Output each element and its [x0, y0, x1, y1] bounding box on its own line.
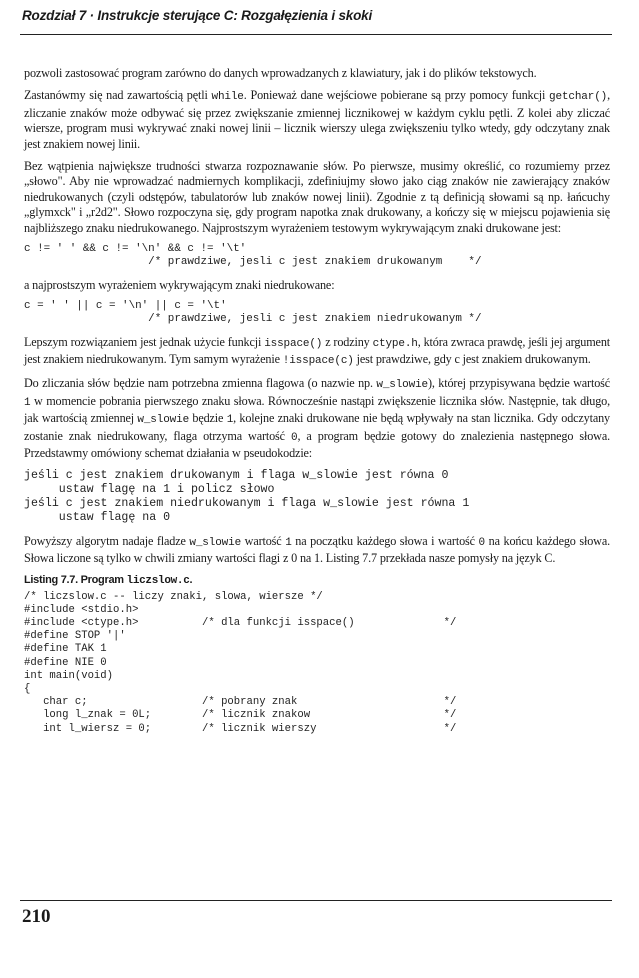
pseudocode-block: jeśli c jest znakiem drukowanym i flaga w_slowie jest równa 0 ustaw flagę na 1 i policz słowo jeśli c jest znakiem niedrukowanym i flaga w_slowie jest równa 1 ustaw flagę na 0 — [24, 468, 470, 525]
text-run: wartość — [241, 533, 286, 548]
paragraph-2 — [24, 88, 610, 152]
text-run: ), której przypisywana będzie wartość — [427, 376, 610, 391]
code-printable-test: c != ' ' && c != '\n' && c != '\t' /* prawdziwe, jesli c jest znakiem drukowanym */ — [24, 243, 482, 269]
text-run: . Ponieważ dane wejściowe pobierane są przy pomocy funkcji — [243, 88, 550, 103]
code-listing: /* liczslow.c -- liczy znaki, slowa, wiersze */ #include <stdio.h> #include <ctype.h> /* dla funkcji isspace() */ #define STOP '|' #define TAK 1 #define NIE 0 int main(void) { char c; /* pobrany znak */ long l_znak = 0L; /* licznik znakow */ int l_wiersz = 0; /* licznik wierszy */ — [24, 590, 457, 735]
text-run: na początku każdego słowa i wartość — [291, 533, 479, 548]
footer-rule — [20, 900, 612, 901]
inline-code: w_slowie — [137, 414, 190, 427]
text-run: Zastanówmy się nad zawartością pętli — [24, 88, 212, 103]
listing-caption-suffix: . — [189, 573, 193, 586]
inline-code: 1 — [285, 536, 292, 549]
text-run: będzie — [189, 411, 227, 426]
text-run: jest prawdziwe, gdy c jest znakiem drukowanym. — [353, 352, 591, 367]
inline-code: getchar() — [549, 91, 608, 104]
code-nonprintable-test: c = ' ' || c = '\n' || c = '\t' /* prawdziwe, jesli c jest znakiem niedrukowanym */ — [24, 300, 482, 326]
listing-filename: liczslow.c — [126, 574, 190, 587]
inline-code: ctype.h — [372, 337, 418, 350]
inline-code: 0 — [290, 431, 298, 444]
paragraph-6 — [24, 376, 610, 461]
page-body — [24, 66, 610, 744]
inline-code: !isspace(c) — [282, 355, 354, 368]
paragraph-3: Bez wątpienia największe trudności stwarza rozpoznawanie słów. Po pierwsze, musimy określić, co rozumiemy przez „słowo". Aby nie wprowadzać nadmiernych komplikacji, zdefiniujmy słowo jako ciąg znaków nie zawierający znaków niedrukowanych (czyli odstępów, tabulatorów lub znaków nowej linii). Zgodnie z tą definicją słowami są np. łańcuchy „glymxck" i „r2d2". Słowo rozpoczyna się, gdy program napotka znak drukowany, a kończy się w miejscu pojawienia się najbliższego znaku niedrukowanego. Najprostszym wyrażeniem testowym wykrywającym znaki drukowane jest: — [24, 159, 610, 235]
inline-code: while — [211, 91, 244, 104]
text-run: na końcu każdego słowa. Słowa liczone są tylko w chwili zmiany wartości flagi z 0 na 1. Listing 7.7 przekłada nasze pomysły na język C. — [24, 533, 610, 566]
inline-code: w_slowie — [189, 536, 242, 549]
inline-code: w_slowie — [376, 379, 428, 392]
listing-caption — [24, 574, 610, 587]
inline-code: isspace() — [264, 337, 323, 350]
text-run: Powyższy algorytm nadaje fladze — [24, 533, 190, 548]
text-run: , zliczanie znaków może odbywać się przez zwiększanie zmiennej licznikowej w każdym cyklu pętli. Z kolei aby zliczać wiersze, program musi wykrywać znaki nowej linii – licznik wierszy ulega zwiększeniu tylko wtedy, gdy odczytany znak jest znakiem nowej linii. — [24, 88, 610, 151]
text-run: , kolejne znaki drukowane nie będą wpływały na stan licznika. Gdy odczytany zostanie znak niedrukowany, flaga otrzyma wartość — [24, 411, 610, 443]
text-run: w momencie pobrania pierwszego znaku słowa. Równocześnie nastąpi zwiększenie licznika słów. Następnie, tak długo, jak wartością zmiennej — [24, 393, 610, 426]
paragraph-1: pozwoli zastosować program zarówno do danych wprowadzanych z klawiatury, jak i do plików tekstowych. — [24, 66, 537, 80]
text-run: z rodziny — [322, 334, 373, 349]
paragraph-7 — [24, 534, 610, 567]
running-header: Rozdział 7 · Instrukcje sterujące C: Rozgałęzienia i skoki — [22, 8, 373, 23]
inline-code: 1 — [226, 414, 234, 427]
text-run: Lepszym rozwiązaniem jest jednak użycie funkcji — [24, 334, 265, 349]
paragraph-5 — [24, 335, 610, 370]
paragraph-4: a najprostszym wyrażeniem wykrywającym znaki niedrukowane: — [24, 277, 335, 292]
header-rule — [20, 34, 612, 35]
text-run: , a program będzie gotowy do znalezienia następnego słowa. Przedstawmy omówiony schemat działania w pseudokodzie: — [24, 428, 610, 461]
text-run: , która zwraca prawdę, jeśli jej argument jest znakiem niedrukowanym. Tym samym wyrażenie — [24, 334, 610, 367]
listing-caption-prefix: Listing 7.7. Program — [24, 573, 127, 586]
page-number: 210 — [22, 906, 51, 927]
text-run: Do zliczania słów będzie nam potrzebna zmienna flagowa (o nazwie np. — [24, 376, 377, 391]
inline-code: 0 — [478, 536, 485, 549]
inline-code: 1 — [24, 396, 31, 409]
